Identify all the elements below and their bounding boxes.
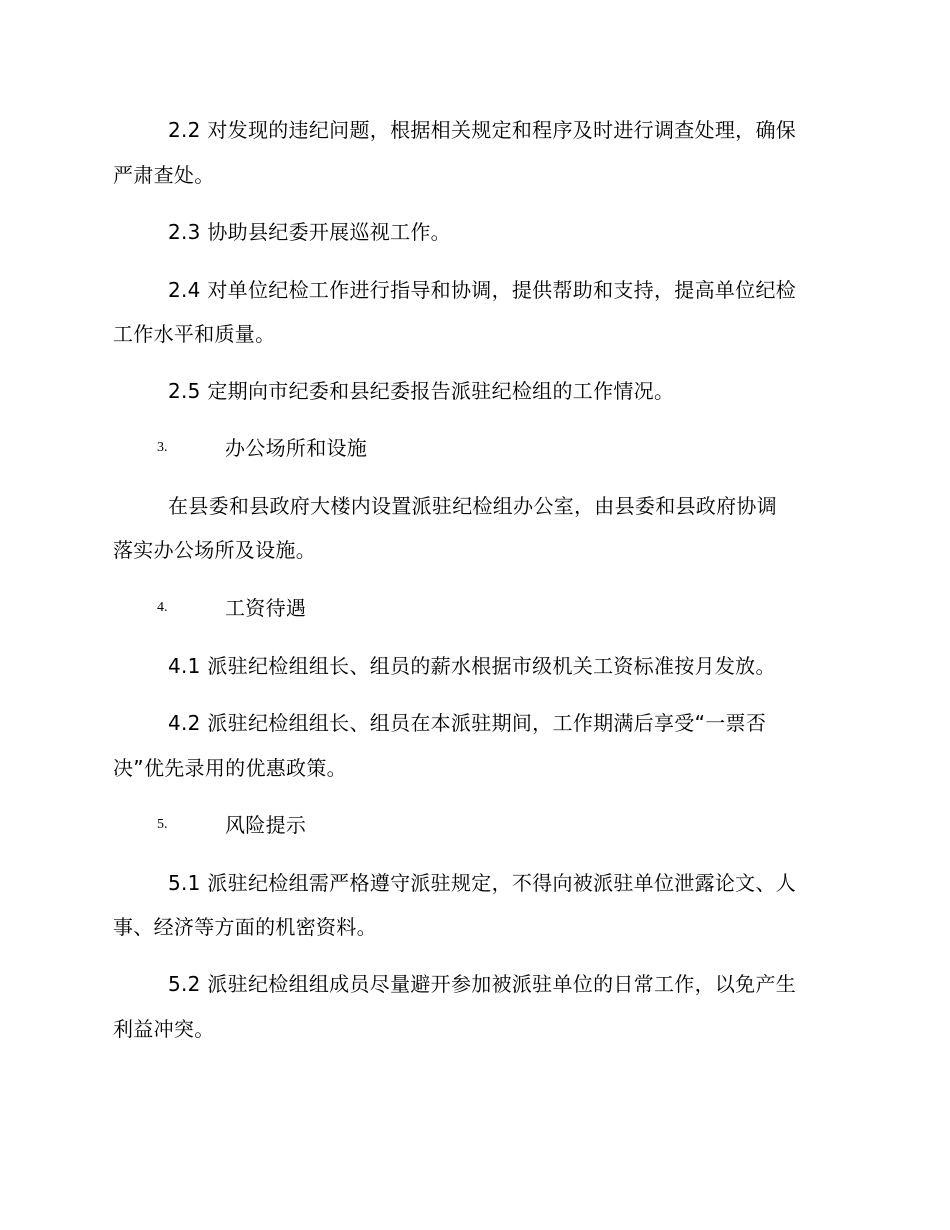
section-3-number: 3. bbox=[157, 440, 168, 455]
paragraph-3-line-1: 在县委和县政府大楼内设置派驻纪检组办公室，由县委和县政府协调 bbox=[168, 494, 777, 518]
paragraph-2-4-line-1: 2.4 对单位纪检工作进行指导和协调，提供帮助和支持，提高单位纪检 bbox=[168, 278, 797, 302]
paragraph-2-4-line-2: 工作水平和质量。 bbox=[113, 322, 276, 346]
section-5-number: 5. bbox=[157, 817, 168, 832]
paragraph-5-1-line-2: 事、经济等方面的机密资料。 bbox=[113, 915, 377, 939]
paragraph-2-2-line-2: 严肃查处。 bbox=[113, 163, 215, 187]
paragraph-3-line-2: 落实办公场所及设施。 bbox=[113, 538, 316, 562]
paragraph-2-5: 2.5 定期向市纪委和县纪委报告派驻纪检组的工作情况。 bbox=[168, 379, 675, 403]
paragraph-2-3: 2.3 协助县纪委开展巡视工作。 bbox=[168, 220, 451, 244]
paragraph-5-2-line-2: 利益冲突。 bbox=[113, 1017, 215, 1041]
paragraph-5-2-line-1: 5.2 派驻纪检组组成员尽量避开参加被派驻单位的日常工作，以免产生 bbox=[168, 972, 797, 996]
section-4-number: 4. bbox=[157, 600, 168, 615]
paragraph-4-1: 4.1 派驻纪检组组长、组员的薪水根据市级机关工资标准按月发放。 bbox=[168, 654, 776, 678]
paragraph-4-2-line-1: 4.2 派驻纪检组组长、组员在本派驻期间，工作期满后享受“一票否 bbox=[168, 711, 767, 735]
section-4-heading: 工资待遇 bbox=[225, 596, 307, 620]
paragraph-4-2-line-2: 决”优先录用的优惠政策。 bbox=[113, 756, 347, 780]
section-3-heading: 办公场所和设施 bbox=[225, 436, 368, 460]
section-5-heading: 风险提示 bbox=[225, 813, 307, 837]
paragraph-5-1-line-1: 5.1 派驻纪检组需严格遵守派驻规定，不得向被派驻单位泄露论文、人 bbox=[168, 871, 797, 895]
paragraph-2-2-line-1: 2.2 对发现的违纪问题，根据相关规定和程序及时进行调查处理，确保 bbox=[168, 118, 797, 142]
